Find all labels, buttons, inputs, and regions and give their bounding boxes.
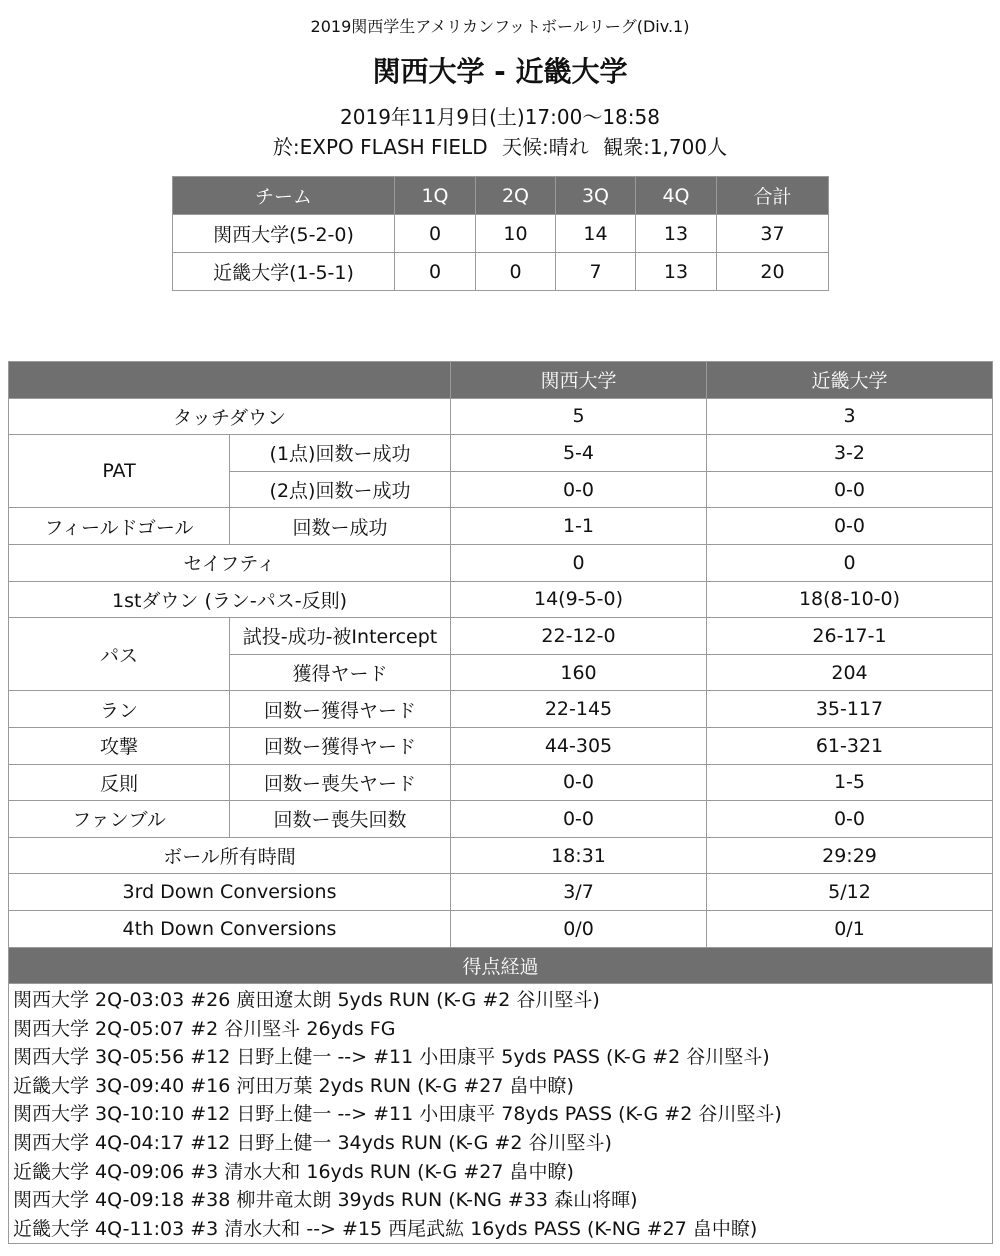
stat-sublabel: 回数ー獲得ヤード bbox=[230, 691, 451, 728]
stat-value-a: 3/7 bbox=[451, 874, 707, 911]
stat-value-b: 1-5 bbox=[707, 764, 993, 801]
scoreboard-row bbox=[173, 215, 829, 253]
stat-label: 反則 bbox=[9, 764, 230, 801]
scoring-play: 近畿大学 4Q-09:06 #3 清水大和 16yds RUN (K-G #27 畠中瞭) bbox=[13, 1160, 574, 1183]
team-name: 関西大学(5-2-0) bbox=[173, 215, 395, 253]
stat-sublabel: 回数ー喪失ヤード bbox=[230, 764, 451, 801]
scoring-plays-row bbox=[9, 984, 993, 1244]
scoreboard-table bbox=[172, 176, 829, 291]
stat-value-b: 0-0 bbox=[707, 471, 993, 508]
scoring-play: 近畿大学 3Q-09:40 #16 河田万葉 2yds RUN (K-G #27 畠中瞭) bbox=[13, 1074, 574, 1097]
score-3q: 7 bbox=[556, 253, 636, 291]
stat-value-b: 0 bbox=[707, 544, 993, 581]
stat-sublabel: 回数ー成功 bbox=[230, 508, 451, 545]
stats-row-third-down bbox=[9, 874, 993, 911]
stat-value-b: 5/12 bbox=[707, 874, 993, 911]
stat-label: セイフティ bbox=[9, 544, 451, 581]
scoring-play: 関西大学 3Q-10:10 #12 日野上健一 --> #11 小田康平 78yds PASS (K-G #2 谷川堅斗) bbox=[13, 1103, 782, 1126]
game-datetime: 2019年11月9日(土)17:00～18:58 bbox=[340, 105, 660, 129]
stat-label: 攻撃 bbox=[9, 727, 230, 764]
stat-value-b: 0-0 bbox=[707, 801, 993, 838]
scoring-play: 関西大学 4Q-09:18 #38 柳井竜太朗 39yds RUN (K-NG #33 森山将暉) bbox=[13, 1189, 638, 1212]
stats-row-touchdown bbox=[9, 398, 993, 435]
stats-row-penalty bbox=[9, 764, 993, 801]
stat-value-a: 18:31 bbox=[451, 837, 707, 874]
score-3q: 14 bbox=[556, 215, 636, 253]
stats-row-offense bbox=[9, 727, 993, 764]
stats-row-run bbox=[9, 691, 993, 728]
stat-value-a: 0-0 bbox=[451, 764, 707, 801]
stat-value-a: 0-0 bbox=[451, 801, 707, 838]
stat-value-a: 14(9-5-0) bbox=[451, 581, 707, 618]
stat-sublabel: 回数ー獲得ヤード bbox=[230, 727, 451, 764]
scoring-plays bbox=[9, 984, 993, 1244]
stat-sublabel: (1点)回数ー成功 bbox=[230, 435, 451, 472]
stat-label: ボール所有時間 bbox=[9, 837, 451, 874]
stats-row-possession bbox=[9, 837, 993, 874]
stat-value-a: 44-305 bbox=[451, 727, 707, 764]
stat-value-a: 0-0 bbox=[451, 471, 707, 508]
stat-label: パス bbox=[9, 618, 230, 691]
stats-row-field-goal bbox=[9, 508, 993, 545]
stat-value-b: 29:29 bbox=[707, 837, 993, 874]
col-header-4q: 4Q bbox=[636, 177, 717, 215]
scoring-play: 関西大学 2Q-03:03 #26 廣田遼太朗 5yds RUN (K-G #2 谷川堅斗) bbox=[13, 989, 600, 1012]
stats-row-fourth-down bbox=[9, 910, 993, 947]
weather: 天候:晴れ bbox=[501, 135, 589, 159]
stat-value-b: 18(8-10-0) bbox=[707, 581, 993, 618]
stat-value-a: 22-12-0 bbox=[451, 618, 707, 655]
stat-value-b: 204 bbox=[707, 654, 993, 691]
score-total: 37 bbox=[717, 215, 829, 253]
scoring-play: 関西大学 3Q-05:56 #12 日野上健一 --> #11 小田康平 5yds PASS (K-G #2 谷川堅斗) bbox=[13, 1046, 770, 1069]
stat-label: フィールドゴール bbox=[9, 508, 230, 545]
stat-value-a: 1-1 bbox=[451, 508, 707, 545]
col-header-1q: 1Q bbox=[395, 177, 476, 215]
stat-value-b: 61-321 bbox=[707, 727, 993, 764]
stats-header-team-a: 関西大学 bbox=[451, 362, 707, 399]
stat-label: タッチダウン bbox=[9, 398, 451, 435]
stat-label: PAT bbox=[9, 435, 230, 508]
scoring-title: 得点経過 bbox=[9, 947, 993, 984]
scoring-play: 近畿大学 4Q-11:03 #3 清水大和 --> #15 西尾武紘 16yds PASS (K-NG #27 畠中瞭) bbox=[13, 1217, 758, 1240]
stat-label: 3rd Down Conversions bbox=[9, 874, 451, 911]
scoring-header-row bbox=[9, 947, 993, 984]
stat-label: ファンブル bbox=[9, 801, 230, 838]
stats-row-fumble bbox=[9, 801, 993, 838]
scoreboard-header-row bbox=[173, 177, 829, 215]
col-header-2q: 2Q bbox=[476, 177, 556, 215]
stat-label: 4th Down Conversions bbox=[9, 910, 451, 947]
stat-sublabel: (2点)回数ー成功 bbox=[230, 471, 451, 508]
score-1q: 0 bbox=[395, 253, 476, 291]
stats-row-safety bbox=[9, 544, 993, 581]
col-header-total: 合計 bbox=[717, 177, 829, 215]
score-4q: 13 bbox=[636, 215, 717, 253]
stat-sublabel: 試投-成功-被Intercept bbox=[230, 618, 451, 655]
stats-header-blank bbox=[9, 362, 451, 399]
game-info bbox=[0, 131, 1000, 160]
score-2q: 10 bbox=[476, 215, 556, 253]
stats-row-pass-attempts bbox=[9, 618, 993, 655]
stat-value-a: 5 bbox=[451, 398, 707, 435]
stat-sublabel: 獲得ヤード bbox=[230, 654, 451, 691]
col-header-team: チーム bbox=[173, 177, 395, 215]
score-2q: 0 bbox=[476, 253, 556, 291]
score-4q: 13 bbox=[636, 253, 717, 291]
league-title: 2019関西学生アメリカンフットボールリーグ(Div.1) bbox=[310, 17, 690, 36]
stat-sublabel: 回数ー喪失回数 bbox=[230, 801, 451, 838]
stats-row-pat-1 bbox=[9, 435, 993, 472]
attendance: 観衆:1,700人 bbox=[603, 135, 728, 159]
stats-row-first-down bbox=[9, 581, 993, 618]
team-stats-table bbox=[8, 361, 993, 1244]
stat-value-b: 3 bbox=[707, 398, 993, 435]
stat-value-a: 22-145 bbox=[451, 691, 707, 728]
stats-header-team-b: 近畿大学 bbox=[707, 362, 993, 399]
stat-value-a: 160 bbox=[451, 654, 707, 691]
stats-header-row bbox=[9, 362, 993, 399]
venue: 於:EXPO FLASH FIELD bbox=[272, 135, 488, 159]
col-header-3q: 3Q bbox=[556, 177, 636, 215]
score-total: 20 bbox=[717, 253, 829, 291]
stat-value-b: 0-0 bbox=[707, 508, 993, 545]
score-1q: 0 bbox=[395, 215, 476, 253]
stat-value-a: 5-4 bbox=[451, 435, 707, 472]
stat-label: 1stダウン (ラン-パス-反則) bbox=[9, 581, 451, 618]
stat-value-a: 0 bbox=[451, 544, 707, 581]
scoring-play: 関西大学 2Q-05:07 #2 谷川堅斗 26yds FG bbox=[13, 1017, 396, 1040]
stat-value-b: 35-117 bbox=[707, 691, 993, 728]
stat-value-b: 26-17-1 bbox=[707, 618, 993, 655]
scoreboard-row bbox=[173, 253, 829, 291]
stat-label: ラン bbox=[9, 691, 230, 728]
stat-value-a: 0/0 bbox=[451, 910, 707, 947]
matchup-title: 関西大学 - 近畿大学 bbox=[372, 55, 628, 88]
scoring-play: 関西大学 4Q-04:17 #12 日野上健一 34yds RUN (K-G #2 谷川堅斗) bbox=[13, 1132, 612, 1155]
team-name: 近畿大学(1-5-1) bbox=[173, 253, 395, 291]
stat-value-b: 3-2 bbox=[707, 435, 993, 472]
stat-value-b: 0/1 bbox=[707, 910, 993, 947]
